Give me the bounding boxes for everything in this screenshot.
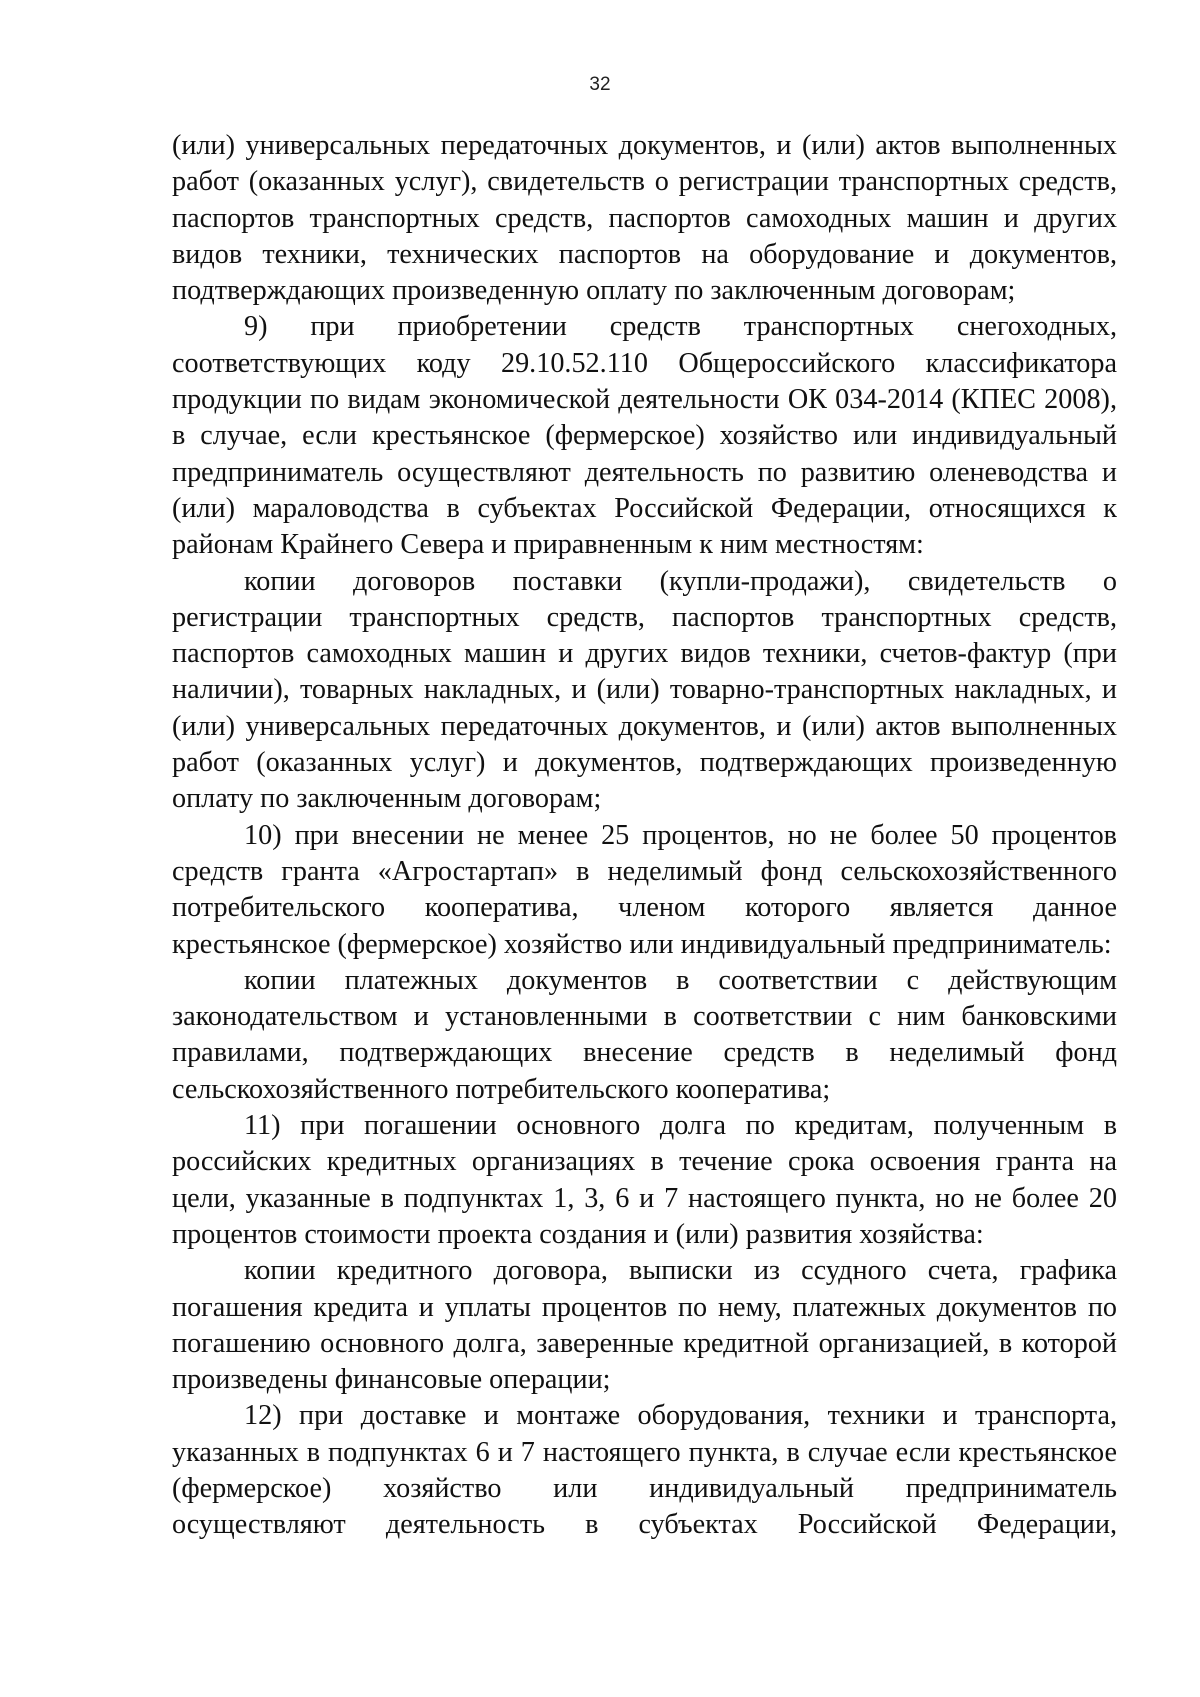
- paragraph: (или) универсальных передаточных документов, и (или) актов выполненных работ (оказанных услуг), свидетельств о регистрации транспортных средств, паспортов транспортных средств, паспортов самоходных машин и других видов техники, технических паспортов на оборудование и документов, подтверждающих произведенную оплату по заключенным договорам;: [172, 130, 1117, 307]
- paragraph-item-12: 12) при доставке и монтаже оборудования, техники и транспорта, указанных в подпунктах 6 и 7 настоящего пункта, в случае если крестьянское (фермерское) хозяйство или индивидуальный предприниматель осуществляют деятельность в субъектах Российской Федерации,: [172, 1400, 1117, 1541]
- page-number: 32: [589, 74, 611, 95]
- paragraph-item-10: 10) при внесении не менее 25 процентов, но не более 50 процентов средств гранта «Агростартап» в неделимый фонд сельскохозяйственного потребительского кооператива, членом которого является данное крестьянское (фермерское) хозяйство или индивидуальный предприниматель:: [172, 819, 1117, 960]
- paragraph-item-9: 9) при приобретении средств транспортных снегоходных, соответствующих коду 29.10.52.110 Общероссийского классификатора продукции по видам экономической деятельности ОК 034-2014 (КПЕС 2008), в случае, если крестьянское (фермерское) хозяйство или индивидуальный предприниматель осуществляют деятельность по развитию оленеводства и (или) мараловодства в субъектах Российской Федерации, относящихся к районам Крайнего Севера и приравненным к ним местностям:: [172, 311, 1117, 561]
- document-body: [172, 128, 1117, 1544]
- paragraph-item-11: 11) при погашении основного долга по кредитам, полученным в российских кредитных организациях в течение срока освоения гранта на цели, указанные в подпунктах 1, 3, 6 и 7 настоящего пункта, но не более 20 процентов стоимости проекта создания и (или) развития хозяйства:: [172, 1110, 1117, 1250]
- paragraph: копии кредитного договора, выписки из ссудного счета, графика погашения кредита и уплаты процентов по нему, платежных документов по погашению основного долга, заверенные кредитной организацией, в которой произведены финансовые операции;: [172, 1255, 1117, 1396]
- paragraph: копии платежных документов в соответствии с действующим законодательством и установленными в соответствии с ним банковскими правилами, подтверждающих внесение средств в неделимый фонд сельскохозяйственного потребительского кооператива;: [172, 964, 1117, 1105]
- paragraph: копии договоров поставки (купли-продажи), свидетельств о регистрации транспортных средств, паспортов транспортных средств, паспортов самоходных машин и других видов техники, счетов-фактур (при наличии), товарных накладных, и (или) товарно-транспортных накладных, и (или) универсальных передаточных документов, и (или) актов выполненных работ (оказанных услуг) и документов, подтверждающих произведенную оплату по заключенным договорам;: [172, 565, 1117, 815]
